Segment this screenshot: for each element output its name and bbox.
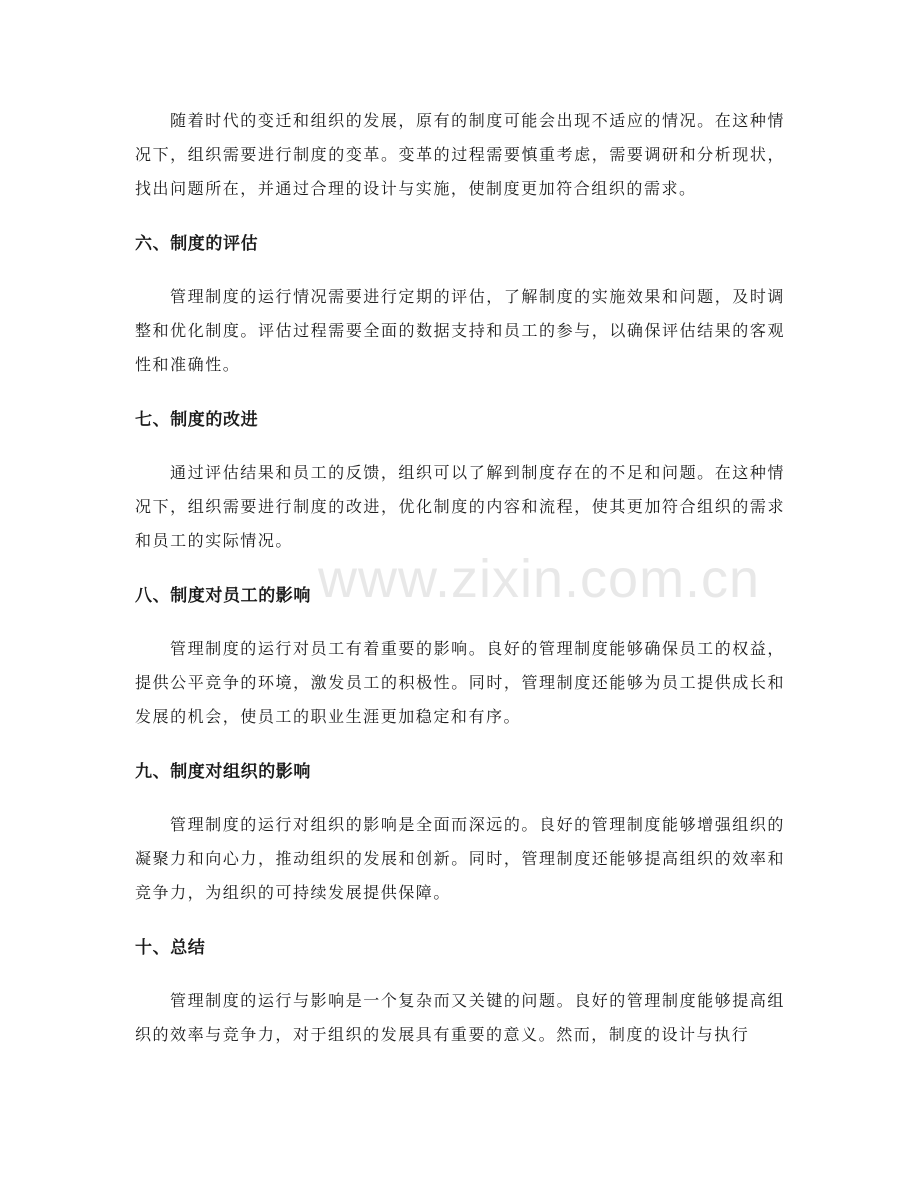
document-body	[135, 104, 785, 1052]
intro-paragraph: 随着时代的变迁和组织的发展，原有的制度可能会出现不适应的情况。在这种情况下，组织需要进行制度的变革。变革的过程需要慎重考虑，需要调研和分析现状，找出问题所在，并通过合理的设计与实施，使制度更加符合组织的需求。	[135, 111, 785, 198]
section-paragraph-evaluation: 管理制度的运行情况需要进行定期的评估，了解制度的实施效果和问题，及时调整和优化制度。评估过程需要全面的数据支持和员工的参与，以确保评估结果的客观性和准确性。	[135, 287, 785, 374]
watermark-text: www.zixin.com.cn	[318, 549, 761, 609]
section-paragraph-summary: 管理制度的运行与影响是一个复杂而又关键的问题。良好的管理制度能够提高组织的效率与竞争力，对于组织的发展具有重要的意义。然而，制度的设计与执行	[135, 991, 785, 1044]
section-paragraph-improvement: 通过评估结果和员工的反馈，组织可以了解到制度存在的不足和问题。在这种情况下，组织需要进行制度的改进，优化制度的内容和流程，使其更加符合组织的需求和员工的实际情况。	[135, 463, 785, 550]
section-paragraph-organization-impact: 管理制度的运行对组织的影响是全面而深远的。良好的管理制度能够增强组织的凝聚力和向心力，推动组织的发展和创新。同时，管理制度还能够提高组织的效率和竞争力，为组织的可持续发展提供保障。	[135, 815, 785, 902]
section-paragraph-employee-impact: 管理制度的运行对员工有着重要的影响。良好的管理制度能够确保员工的权益，提供公平竞争的环境，激发员工的积极性。同时，管理制度还能够为员工提供成长和发展的机会，使员工的职业生涯更加稳定和有序。	[135, 639, 785, 726]
section-heading-organization-impact: 九、制度对组织的影响	[135, 762, 311, 782]
section-heading-improvement: 七、制度的改进	[135, 410, 259, 430]
section-heading-summary: 十、总结	[135, 938, 206, 958]
section-heading-employee-impact: 八、制度对员工的影响	[135, 586, 311, 606]
section-heading-evaluation: 六、制度的评估	[135, 234, 259, 254]
